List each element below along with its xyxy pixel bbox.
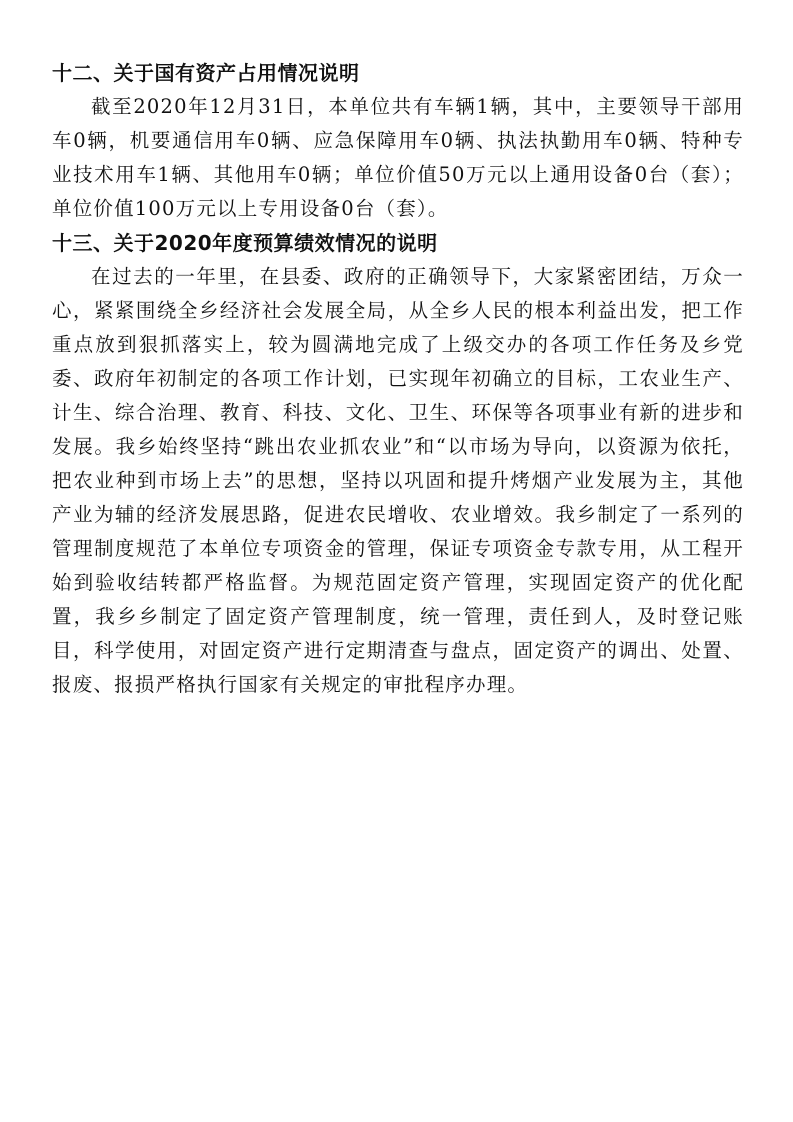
section-13-heading: 十三、关于2020年度预算绩效情况的说明 — [52, 231, 438, 255]
section-12-paragraph: 截至2020年12月31日，本单位共有车辆1辆，其中，主要领导干部用车0辆，机要通信用车0辆、应急保障用车0辆、执法执勤用车0辆、特种专业技术用车1辆、其他用车0辆；单位价值50万元以上通用设备0台（套）；单位价值100万元以上专用设备0台（套）。 — [52, 95, 744, 220]
section-12-heading: 十二、关于国有资产占用情况说明 — [52, 61, 360, 85]
section-13-paragraph: 在过去的一年里，在县委、政府的正确领导下，大家紧密团结，万众一心，紧紧围绕全乡经济社会发展全局，从全乡人民的根本利益出发，把工作重点放到狠抓落实上，较为圆满地完成了上级交办的各项工作任务及乡党委、政府年初制定的各项工作计划，已实现年初确立的目标，工农业生产、计生、综合治理、教育、科技、文化、卫生、环保等各项事业有新的进步和发展。我乡始终坚持“跳出农业抓农业”和“以市场为导向，以资源为依托，把农业种到市场上去”的思想，坚持以巩固和提升烤烟产业发展为主，其他产业为辅的经济发展思路，促进农民增收、农业增效。我乡制定了一系列的管理制度规范了本单位专项资金的管理，保证专项资金专款专用，从工程开始到验收结转都严格监督。为规范固定资产管理，实现固定资产的优化配置，我乡乡制定了固定资产管理制度，统一管理，责任到人，及时登记账目，科学使用，对固定资产进行定期清查与盘点，固定资产的调出、处置、报废、报损严格执行国家有关规定的审批程序办理。 — [52, 265, 744, 696]
document-content — [52, 56, 744, 702]
